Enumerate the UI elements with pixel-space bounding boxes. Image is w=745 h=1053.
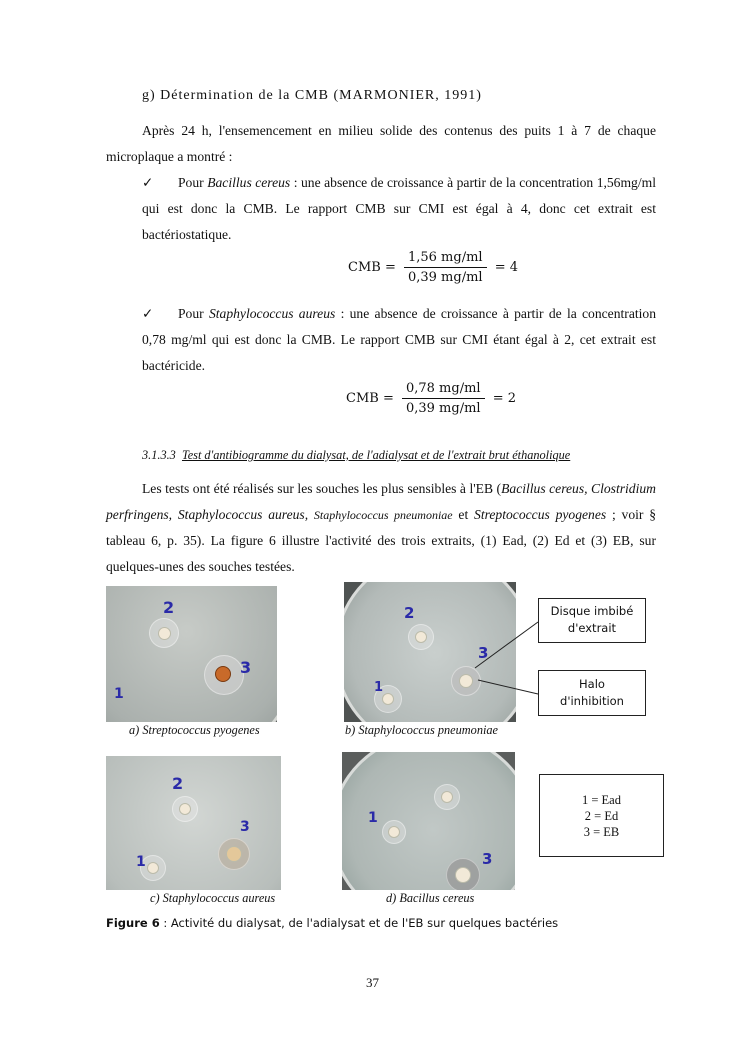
plate-mark-2: 2 <box>404 604 415 622</box>
photo-plate-d <box>342 752 515 890</box>
plate-mark-2: 2 <box>163 598 175 617</box>
caption-d: d) Bacillus cereus <box>386 891 475 905</box>
figure-caption: Figure 6 : Activité du dialysat, de l'adialysat et de l'EB sur quelques bactéries <box>106 916 559 930</box>
check-icon: ✓ <box>142 175 154 190</box>
bullet-bacillus: ✓ Pour Bacillus cereus : une absence de croissance à partir de la concentration 1,56mg/ml qui est donc la CMB. Le rapport CMB sur CMI est égal à 4, donc cet extrait est bactériostatique. <box>142 170 656 248</box>
plate-mark-1: 1 <box>136 854 146 870</box>
intro-paragraph: Après 24 h, l'ensemencement en milieu solide des contenus des puits 1 à 7 de chaque microplaque a montré : <box>106 123 656 164</box>
page-number: 37 <box>366 975 379 990</box>
bullet-staphylococcus: ✓ Pour Staphylococcus aureus : une absence de croissance à partir de la concentration 0,78 mg/ml qui est donc la CMB. Le rapport CMB sur CMI étant égal à 2, cet extrait est bactéricide. <box>142 301 656 379</box>
check-icon: ✓ <box>142 306 154 321</box>
plate-mark-3: 3 <box>240 658 252 677</box>
plate-mark-1: 1 <box>114 686 124 702</box>
subsection-heading: 3.1.3.3 Test d'antibiogramme du dialysat, de l'adialysat et de l'extrait brut éthanolique <box>142 448 571 462</box>
legend-box: 1 = Ead 2 = Ed 3 = EB <box>539 774 664 857</box>
callout-halo: Halo d'inhibition <box>538 670 646 716</box>
plate-mark-1: 1 <box>374 680 384 695</box>
equation-cmb-2: CMB = $\frac{0,78 mg/ml}{0,39 mg/ml}$ = 2 <box>346 381 517 416</box>
photo-plate-a <box>106 586 277 722</box>
callout-disk: Disque imbibé d'extrait <box>538 598 646 643</box>
caption-c: c) Staphylococcus aureus <box>150 891 276 905</box>
plate-mark-3: 3 <box>482 850 493 868</box>
plate-mark-3: 3 <box>240 819 250 835</box>
plate-mark-2: 2 <box>172 774 184 793</box>
section-heading: g) Détermination de la CMB (MARMONIER, 1991) <box>142 88 482 103</box>
organism-name: Staphylococcus aureus <box>208 306 336 321</box>
methods-paragraph: Les tests ont été réalisés sur les souches les plus sensibles à l'EB (Bacillus cereus, Clostridium perfringens, Staphylococcus aureus, Staphylococcus pneumoniae et Streptococcus pyogenes ; voir § tableau 6, p. 35). La figure 6 illustre l'activité des trois extraits, (1) Ead, (2) Ed et (3) EB, sur quelques-unes des souches testées. <box>106 481 657 574</box>
plate-mark-1: 1 <box>368 810 378 826</box>
equation-cmb-1: CMB = $\frac{1,56 mg/ml}{0,39 mg/ml}$ = 4 <box>348 250 519 285</box>
organism-name: Bacillus cereus <box>207 175 291 190</box>
photo-plate-c <box>106 756 281 890</box>
plate-mark-3: 3 <box>478 644 489 662</box>
caption-b: b) Staphylococcus pneumoniae <box>345 723 498 737</box>
caption-a: a) Streptococcus pyogenes <box>129 723 260 737</box>
